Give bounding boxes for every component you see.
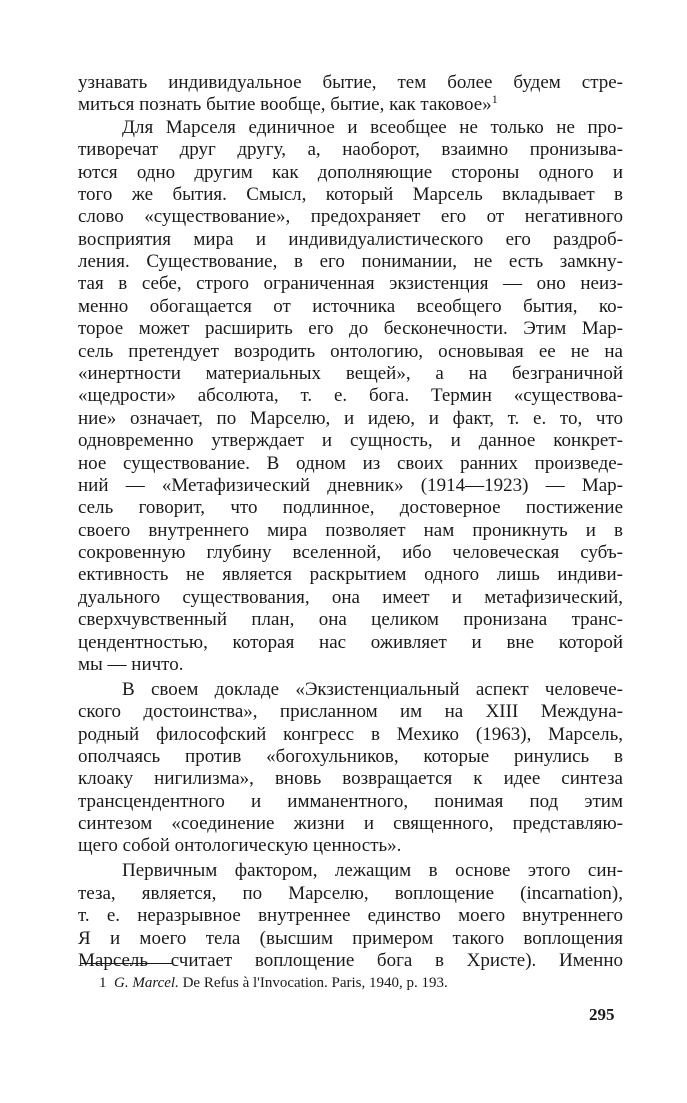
text-line: одновременно утверждает и сущность, и данное конкрет- bbox=[78, 430, 623, 451]
text-line: Марсель считает воплощение бога в Христе). Именно bbox=[78, 950, 623, 971]
line-text: миться познать бытие вообще, бытие, как таковое» bbox=[78, 94, 492, 115]
text-line: сокровенную глубину вселенной, ибо человеческая субъ- bbox=[78, 542, 623, 563]
text-line: родный философский конгресс в Мехико (1963), Марсель, bbox=[78, 724, 623, 745]
text-line: узнавать индивидуальное бытие, тем более будем стре- bbox=[78, 72, 623, 93]
footnote bbox=[99, 973, 448, 993]
footnote-author: G. Marcel. bbox=[114, 975, 179, 991]
text-line: своего внутреннего мира позволяет нам проникнуть и в bbox=[78, 520, 623, 541]
text-line: того же бытия. Смысл, который Марсель вкладывает в bbox=[78, 184, 623, 205]
text-line: восприятия мира и индивидуалистического его раздроб- bbox=[78, 229, 623, 250]
text-line: ний — «Метафизический дневник» (1914—1923) — Мар- bbox=[78, 475, 623, 496]
text-line: слово «существование», предохраняет его от негативного bbox=[78, 206, 623, 227]
text-line: ополчаясь против «богохульников, которые ринулись в bbox=[78, 746, 623, 767]
text-line: мы — ничто. bbox=[78, 654, 184, 675]
text-line: цендентностью, которая нас оживляет и вне которой bbox=[78, 632, 623, 653]
text-line: щего собой онтологическую ценность». bbox=[78, 835, 402, 856]
text-line: Я и моего тела (высшим примером такого воплощения bbox=[78, 928, 623, 949]
text-line: ления. Существование, в его понимании, не есть замкну- bbox=[78, 251, 623, 272]
text-line: В своем докладе «Экзистенциальный аспект человече- bbox=[122, 679, 623, 700]
text-line: «инертности материальных вещей», а на безграничной bbox=[78, 363, 623, 384]
text-line: менно обогащается от источника всеобщего бытия, ко- bbox=[78, 296, 623, 317]
text-line: синтезом «соединение жизни и священного, представляю- bbox=[78, 813, 623, 834]
text-line: ние» означает, по Марселю, и идею, и факт, т. е. то, что bbox=[78, 408, 623, 429]
text-line: тиворечат друг другу, а, наоборот, взаимно пронизыва- bbox=[78, 139, 623, 160]
text-line: торое может расширить его до бесконечности. Этим Мар- bbox=[78, 318, 623, 339]
page-number: 295 bbox=[589, 1005, 615, 1024]
text-line: сель говорит, что подлинное, достоверное постижение bbox=[78, 497, 623, 518]
text-line: ективность не является раскрытием одного лишь индиви- bbox=[78, 564, 623, 585]
footnote-separator bbox=[80, 963, 172, 964]
text-line: тая в себе, строго ограниченная экзистенция — оно неиз- bbox=[78, 273, 623, 294]
text-line bbox=[78, 94, 623, 116]
text-line: теза, является, по Марселю, воплощение (incarnation), bbox=[78, 883, 623, 904]
text-line: клоаку нигилизма», вновь возвращается к идее синтеза bbox=[78, 768, 623, 789]
text-line: ное существование. В одном из своих ранних произведе- bbox=[78, 453, 623, 474]
text-line: дуального существования, она имеет и метафизический, bbox=[78, 587, 623, 608]
text-line: Первичным фактором, лежащим в основе этого син- bbox=[122, 860, 623, 881]
text-line: ского достоинства», присланном им на XIII Междуна- bbox=[78, 701, 623, 722]
text-line: сверхчувственный план, она целиком пронизана транс- bbox=[78, 609, 623, 630]
footnote-citation: De Refus à l'Invocation. Paris, 1940, p. 193. bbox=[182, 975, 448, 991]
text-line: «щедрости» абсолюта, т. е. бога. Термин «существова- bbox=[78, 385, 623, 406]
footnote-reference: 1 bbox=[491, 92, 498, 106]
text-line: ются одно другим как дополняющие стороны одного и bbox=[78, 162, 623, 183]
text-line: т. е. неразрывное внутреннее единство моего внутреннего bbox=[78, 905, 623, 926]
footnote-number: 1 bbox=[99, 975, 107, 991]
text-line: Для Марселя единичное и всеобщее не только не про- bbox=[122, 117, 623, 138]
text-line: трансцендентного и имманентного, понимая под этим bbox=[78, 791, 623, 812]
text-line: сель претендует возродить онтологию, основывая ее не на bbox=[78, 341, 623, 362]
